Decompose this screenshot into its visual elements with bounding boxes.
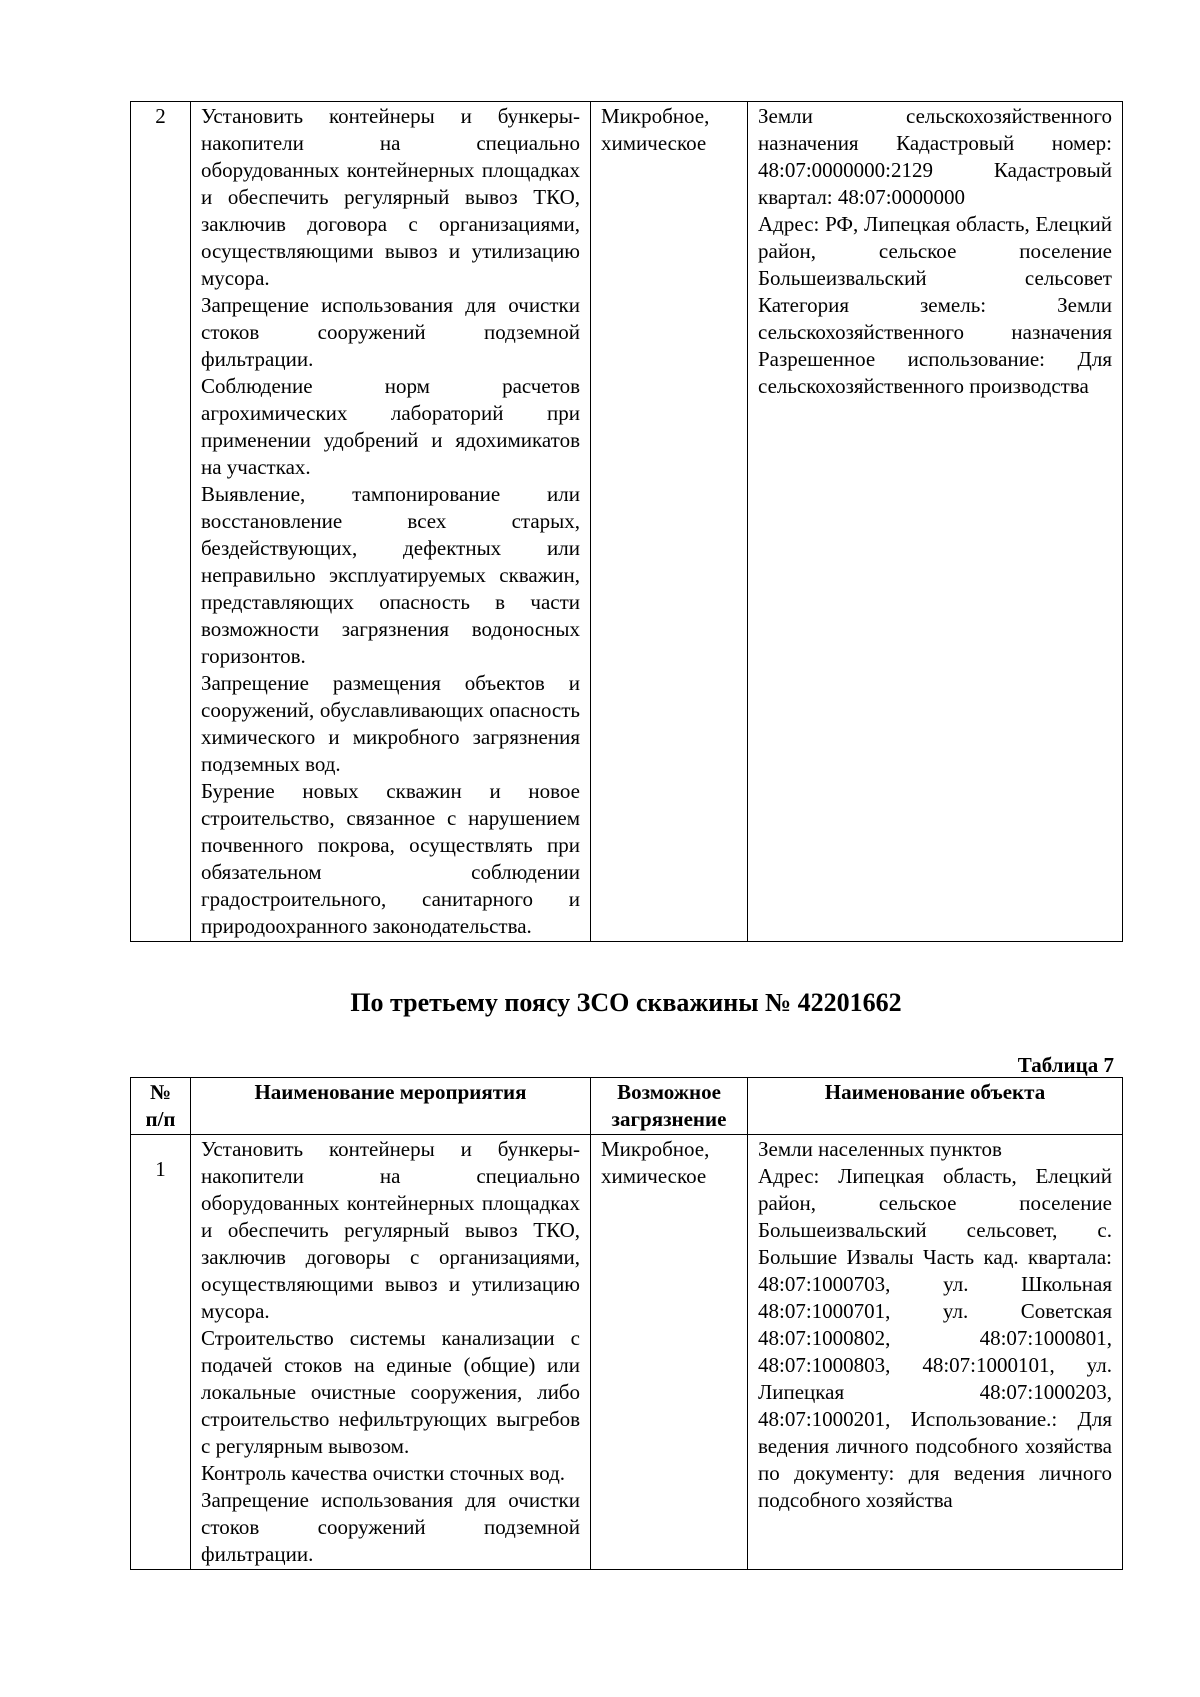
object-text: Адрес: Липецкая область, Елецкий район, сельское поселение Большеизвальский сельсовет, с. Большие Извалы Часть кад. квартала: 48:07:1000703, ул. Школьная 48:07:1000701, ул. Советская 48:07:1000802, 48:07:1000801, 48:07:1000803, 48:07:1000101, ул. Липецкая 48:07:1000203, 48:07:1000201, Использование.: Для ведения личного подсобного хозяйства по документу: для ведения личного подсобного хозяйства bbox=[758, 1164, 1112, 1512]
measure-text: Строительство системы канализации с подачей стоков на единые (общие) или локальные очистные сооружения, либо строительство нефильтрующих выгребов с регулярным вывозом. bbox=[201, 1326, 580, 1458]
object-text: Земли населенных пунктов bbox=[758, 1137, 1002, 1161]
table-caption: Таблица 7 bbox=[1017, 1053, 1114, 1077]
measure-text: Установить контейнеры и бункеры-накопители на специально оборудованных контейнерных площадках и обеспечить регулярный вывоз ТКО, заключив договоры с организациями, осуществляющими вывоз и утилизацию мусора. bbox=[201, 1137, 580, 1323]
table-row bbox=[131, 1135, 1123, 1570]
table-7 bbox=[130, 1077, 1123, 1570]
measure-text: Соблюдение норм расчетов агрохимических лабораторий при применении удобрений и ядохимикатов на участках. bbox=[201, 374, 580, 479]
measure-text: Запрещение размещения объектов и сооружений, обуславливающих опасность химического и микробного загрязнения подземных вод. bbox=[201, 671, 580, 776]
object-text: Земли сельскохозяйственного назначения Кадастровый номер: 48:07:0000000:2129 Кадастровый квартал: 48:07:0000000 bbox=[758, 104, 1112, 209]
section-heading: По третьему поясу ЗСО скважины № 42201662 bbox=[350, 988, 902, 1017]
measure-text: Запрещение использования для очистки стоков сооружений подземной фильтрации. bbox=[201, 1488, 580, 1566]
pollution-cell: Микробное, химическое bbox=[591, 1135, 748, 1570]
measures-cell bbox=[191, 1135, 591, 1570]
row-number: 1 bbox=[155, 1157, 166, 1181]
pollution-cell: Микробное, химическое bbox=[591, 102, 748, 942]
table-row bbox=[131, 102, 1123, 942]
measure-text: Контроль качества очистки сточных вод. bbox=[201, 1461, 566, 1485]
measure-text: Бурение новых скважин и новое строительство, связанное с нарушением почвенного покрова, осуществлять при обязательном соблюдении градостроительного, санитарного и природоохранного законодательства. bbox=[201, 779, 580, 938]
row-number: 2 bbox=[131, 102, 191, 942]
header-object: Наименование объекта bbox=[748, 1078, 1123, 1135]
header-measure: Наименование мероприятия bbox=[191, 1078, 591, 1135]
measure-text: Запрещение использования для очистки стоков сооружений подземной фильтрации. bbox=[201, 293, 580, 371]
continued-measures-table bbox=[130, 101, 1123, 942]
row-number-cell bbox=[131, 1135, 191, 1570]
measure-text: Выявление, тампонирование или восстановление всех старых, бездействующих, дефектных или неправильно эксплуатируемых скважин, представляющих опасность в части возможности загрязнения водоносных горизонтов. bbox=[201, 482, 580, 668]
object-cell bbox=[748, 1135, 1123, 1570]
object-cell bbox=[748, 102, 1123, 942]
table-header-row bbox=[131, 1078, 1123, 1135]
measures-cell bbox=[191, 102, 591, 942]
header-number: № п/п bbox=[131, 1078, 191, 1135]
measure-text: Установить контейнеры и бункеры-накопители на специально оборудованных контейнерных площадках и обеспечить регулярный вывоз ТКО, заключив договора с организациями, осуществляющими вывоз и утилизацию мусора. bbox=[201, 104, 580, 290]
header-pollution: Возможное загрязнение bbox=[591, 1078, 748, 1135]
object-text: Адрес: РФ, Липецкая область, Елецкий район, сельское поселение Большеизвальский сельсовет Категория земель: Земли сельскохозяйственного назначения Разрешенное использование: Для сельскохозяйственного производства bbox=[758, 212, 1112, 398]
